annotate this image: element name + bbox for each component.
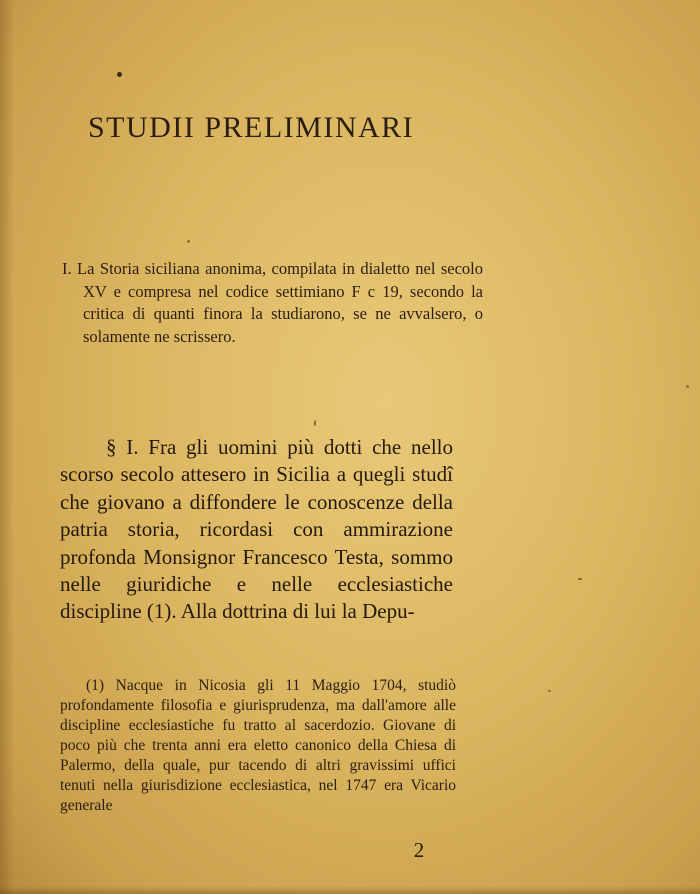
- paper-speck: [548, 690, 551, 692]
- page-title: STUDII PRELIMINARI: [88, 111, 415, 144]
- paper-speck: [187, 240, 190, 243]
- page-number: 2: [413, 838, 425, 862]
- paper-speck: [578, 578, 582, 580]
- chapter-summary: I. La Storia siciliana anonima, compilata in dialetto nel secolo XV e compresa nel codice settimiano F c 19, secondo la critica di quanti finora la studiarono, se ne avvalsero, o solamente ne scrissero.: [62, 259, 483, 346]
- page-edge-shadow-left: [0, 0, 14, 894]
- paper-speck: [117, 72, 122, 77]
- page-edge-shadow-bottom: [0, 886, 700, 894]
- footnote: (1) Nacque in Nicosia gli 11 Maggio 1704, studiò profondamente filosofia e giurisprudenza, ma dall'amore alle discipline ecclesiastiche fu tratto al sacerdozio. Giovane di poco più che trenta anni era eletto canonico della Chiesa di Palermo, della quale, pur tacendo di altri gravissimi uffici tenuti nella giurisdizione ecclesiastica, nel 1747 era Vicario generale: [60, 677, 456, 814]
- body-paragraph: § I. Fra gli uomini più dotti che nello scorso secolo attesero in Sicilia a quegli studî che giovano a diffondere le conoscenze della patria storia, ricordasi con ammirazione profonda Monsignor Francesco Testa, sommo nelle giuridiche e nelle ecclesiastiche discipline (1). Alla dottrina di lui la Depu-: [60, 435, 453, 624]
- paper-speck: [314, 420, 316, 426]
- paper-speck: [686, 385, 689, 388]
